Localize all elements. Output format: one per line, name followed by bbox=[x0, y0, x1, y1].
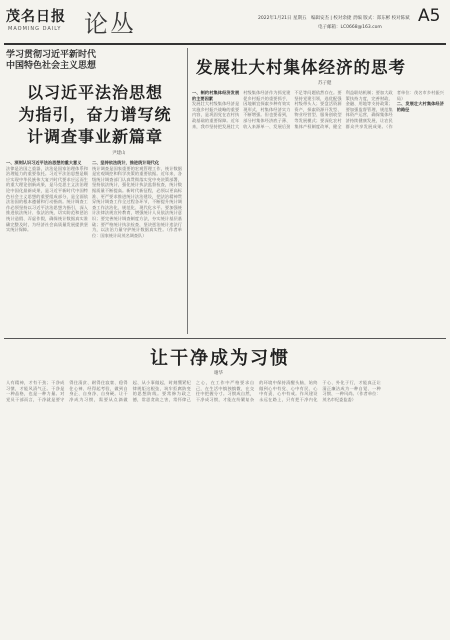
article1-kicker bbox=[6, 50, 96, 72]
article1-body: 法律是治国之重器，法治是国家治理体系和治理能力的重要依托。习近平法治思想是顺应实现中华民族伟大复兴时代要求应运而生的重大理论创新成果，是马克思主义法治理论中国化最新成果，是习近平新时代中国特色社会主义思想的重要组成部分，是全面依法治国的根本遵循和行动指南。统计调查工作必须坚持以习近平法治思想为指引，深入推进依法统计、依法治统，切实防范和惩治统计造假、弄虚作假，确保统计数据真实准确完整及时，为经济社会高质量发展提供坚实统计保障。 bbox=[6, 165, 88, 233]
title-line: 以习近平法治思想 bbox=[26, 83, 163, 102]
article1-subhead: 二、坚持依法统计，推进统计现代化 bbox=[92, 160, 160, 165]
article3-body bbox=[6, 380, 444, 634]
article1-column-2 bbox=[92, 160, 182, 332]
article3-text: 人有精神，才有干劲；干净成习惯，才能风清气正。干净是一种品格，也是一种力量。对党员干部而言，干净就是要守得住清贫、耐得住寂寞、稳得住心神、经得起考验，做到自身正、自身净、自身硬。让干净成为习惯，需要从点滴做起、从小事做起，时刻绷紧纪律规矩这根弦，筑牢拒腐防变的思想防线。要常修为政之德，常思贪欲之害，常怀律己之心，在工作中严格要求自己，在生活中慎独慎微，在交往中把握分寸。习惯成自然，干净成习惯，才能在纷繁复杂的环境中保持清醒头脑，始终做到心中有党、心中有民、心中有责、心中有戒。作风建设永远在路上，只有把干净内化于心、外化于行，才能真正让清正廉洁成为一种自觉、一种习惯、一种风尚。（作者单位：茂名市纪委监委） bbox=[6, 380, 381, 402]
article1-subhead: 一、深刻认识习近平法治思想的重大意义 bbox=[6, 160, 82, 165]
title-line: 计调查事业新篇章 bbox=[26, 127, 163, 146]
column-divider bbox=[187, 48, 188, 334]
article2-subhead: 二、发展壮大村集体经济的路径 bbox=[396, 101, 444, 112]
article1-title bbox=[10, 82, 180, 148]
article2-body bbox=[192, 90, 444, 332]
page-number: A5 bbox=[418, 6, 441, 26]
article2-title: 发展壮大村集体经济的思考 bbox=[196, 58, 406, 77]
masthead-rule bbox=[4, 43, 446, 45]
title-line: 为指引，奋力谱写统 bbox=[18, 105, 172, 124]
article3-byline: 谢华 bbox=[214, 371, 223, 376]
newspaper-logo: 茂名日报 bbox=[6, 9, 66, 25]
newspaper-logo-english: MAOMING DAILY bbox=[8, 26, 62, 32]
date-line: 2022年1月21日 星期五 编辑安杰 | 校对余捷 责编 版式：郑东彬 校对陈斌 bbox=[258, 16, 410, 21]
kicker-line: 学习贯彻习近平新时代 bbox=[6, 50, 97, 60]
article1-body: 统计调查是国家重要的宏观管理工作，统计数据是宏观调控和科学决策的重要依据。近年来，各级统计调查部门认真贯彻落实党中央决策部署，坚持依法统计，强化统计执法监督检查，统计数据质量不断提高。新时代新征程，必须以更高标准、更严要求推进统计法治建设，把法治精神贯穿统计调查工作全过程各环节，不断提升统计调查工作法治化、规范化、现代化水平。要加强统计法律法规宣传教育，增强统计人员依法统计意识；要完善统计调查制度方法，夯实统计基层基础；要严格统计执法检查，坚决惩治统计违法行为，以法治力量守护统计数据真实性。（作者单位：国家统计局茂名调查队） bbox=[92, 165, 182, 238]
email-line: 电子邮箱：LC0668@163.com bbox=[318, 25, 382, 30]
section-rule bbox=[4, 338, 446, 339]
article3-title: 让干净成为习惯 bbox=[150, 348, 290, 369]
article1-byline: 尹建山 bbox=[112, 151, 126, 156]
section-title: 论丛 bbox=[84, 10, 136, 38]
article2-byline: 苏子健 bbox=[318, 81, 332, 86]
kicker-line: 中国特色社会主义思想 bbox=[6, 61, 97, 71]
article2-subhead: 一、制约村集体经济发展的主要因素 bbox=[192, 90, 240, 101]
article2-text: 发展壮大村级集体经济是实施乡村振兴战略的重要内容，是巩固党在农村执政基础的重要保障。近年来，我市坚持把发展壮大村级集体经济作为抓党建促乡村振兴的重要抓手，因地制宜探索多种有效实现形式，村集体经济实力不断增强。但也要看到，部分村集体经济底子薄、收入来源单一、发展后劲不足等问题依然存在。要坚持党建引领，选优配强村级带头人；要盘活资源资产，探索资源开发型、物业经营型、服务创收型等发展模式；要深化农村集体产权制度改革，健全利益联结机制；要加大政策扶持力度，完善财政、金融、用地等支持政策；要加强监督管理，规范集体资产运营，确保集体经济持续健康发展，让农民群众共享发展成果。（作者单位：茂名市乡村振兴局） bbox=[192, 90, 444, 129]
masthead bbox=[0, 0, 450, 44]
article1-column-1 bbox=[6, 160, 88, 332]
